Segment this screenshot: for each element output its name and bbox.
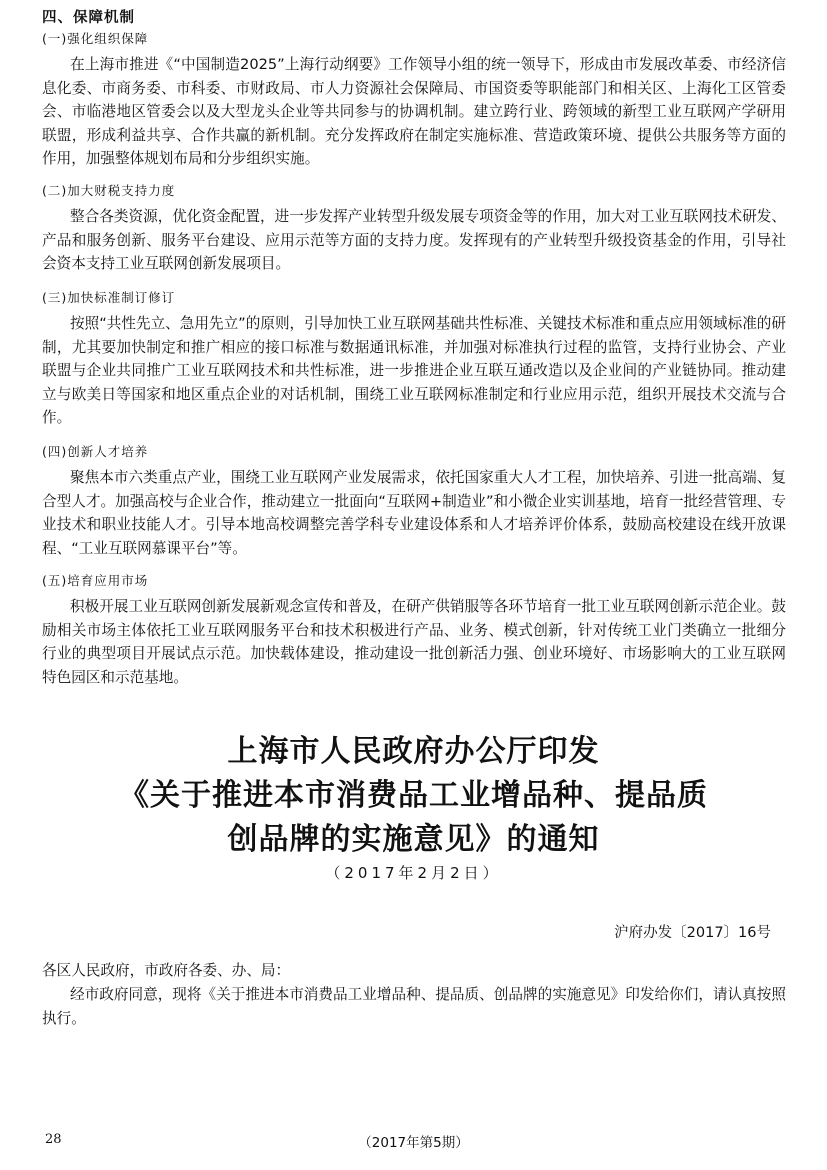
notice-body: 经市政府同意，现将《关于推进本市消费品工业增品种、提品质、创品牌的实施意见》印发给你们，请认真按照执行。	[42, 986, 786, 1027]
subheading-standards: (三)加快标准制订修订	[42, 290, 176, 305]
subheading-organization: (一)强化组织保障	[42, 31, 149, 46]
notice-title-line-1: 上海市人民政府办公厅印发	[227, 734, 600, 769]
paragraph-standards: 按照“共性先立、急用先立”的原则，引导加快工业互联网基础共性标准、关键技术标准和重点应用领域标准的研制，尤其要加快制定和推广相应的接口标准与数据通讯标准，并加强对标准执行过程的监管，支持行业协会、产业联盟与企业共同推广工业互联网技术和共性标准，进一步推进企业互联互通改造以及企业间的产业链协同。推动建立与欧美日等国家和地区重点企业的对话机制，围绕工业互联网标准制定和行业应用示范，组织开展技术交流与合作。	[42, 315, 786, 427]
paragraph-market: 积极开展工业互联网创新发展新观念宣传和普及，在研产供销服等各环节培育一批工业互联网创新示范企业。鼓励相关市场主体依托工业互联网服务平台和技术积极进行产品、业务、模式创新，针对传统工业门类确立一批细分行业的典型项目开展试点示范。加快载体建设，推动建设一批创新活力强、创业环境好、市场影响大的工业互联网特色园区和示范基地。	[42, 598, 786, 686]
subheading-market: (五)培育应用市场	[42, 573, 149, 588]
paragraph-finance: 整合各类资源，优化资金配置，进一步发挥产业转型升级发展专项资金等的作用，加大对工业互联网技术研发、产品和服务创新、服务平台建设、应用示范等方面的支持力度。发挥现有的产业转型升级投资基金的作用，引导社会资本支持工业互联网创新发展项目。	[42, 208, 786, 273]
recipient-line: 各区人民政府，市政府各委、办、局：	[42, 962, 291, 979]
notice-title-line-3: 创品牌的实施意见》的通知	[227, 822, 600, 857]
section-title: 四、保障机制	[42, 10, 135, 26]
page-number: 28	[45, 1132, 62, 1147]
subheading-talent: (四)创新人才培养	[42, 444, 149, 459]
notice-date: （2017年2月2日）	[325, 864, 502, 882]
paragraph-talent: 聚焦本市六类重点产业，围绕工业互联网产业发展需求，依托国家重大人才工程，加快培养、引进一批高端、复合型人才。加强高校与企业合作，推动建立一批面向“互联网+制造业”和小微企业实训基地，培育一批经营管理、专业技术和职业技能人才。引导本地高校调整完善学科专业建设体系和人才培养评价体系，鼓励高校建设在线开放课程、“工业互联网慕课平台”等。	[42, 469, 786, 557]
notice-title-line-2: 《关于推进本市消费品工业增品种、提品质	[119, 778, 708, 813]
issue-label: （2017年第5期）	[358, 1135, 469, 1151]
subheading-finance: (二)加大财税支持力度	[42, 183, 176, 198]
paragraph-organization: 在上海市推进《“中国制造2025”上海行动纲要》工作领导小组的统一领导下，形成由市发展改革委、市经济信息化委、市商务委、市科委、市财政局、市人力资源社会保障局、市国资委等职能部门和相关区、上海化工区管委会、市临港地区管委会以及大型龙头企业等共同参与的协调机制。建立跨行业、跨领域的新型工业互联网产学研用联盟，形成利益共享、合作共赢的新机制。充分发挥政府在制定实施标准、营造政策环境、提供公共服务等方面的作用，加强整体规划布局和分步组织实施。	[42, 56, 786, 168]
document-number: 沪府办发〔2017〕16号	[614, 925, 771, 941]
